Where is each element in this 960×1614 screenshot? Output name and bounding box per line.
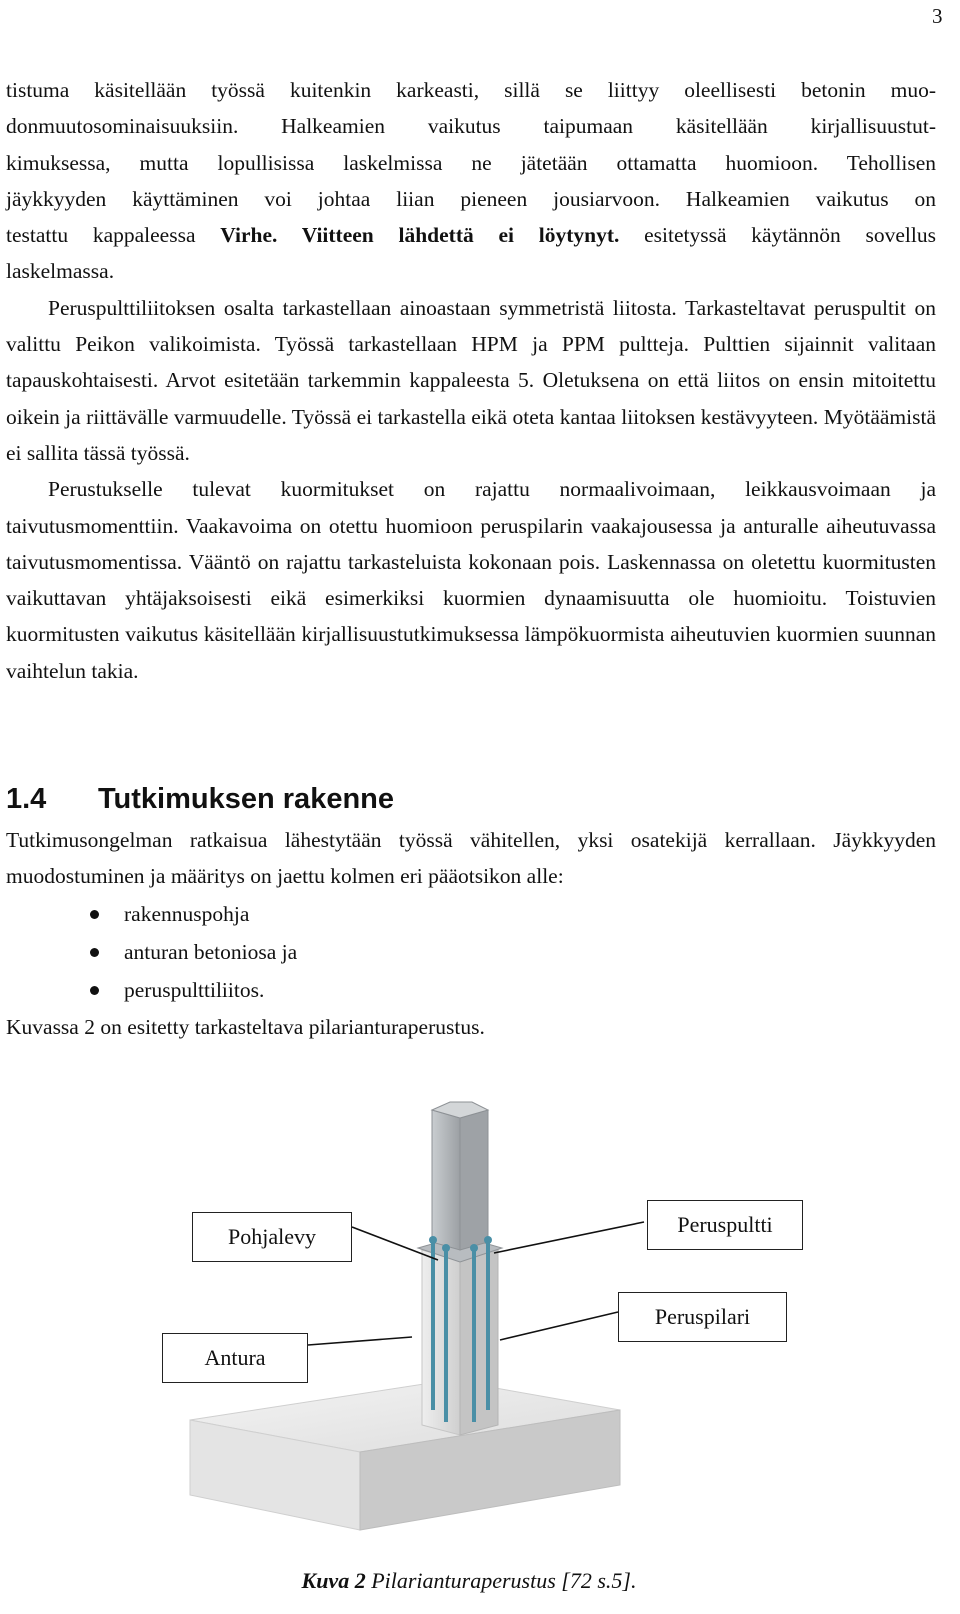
caption-label: Kuva 2 — [301, 1568, 366, 1593]
paragraph-cracking — [6, 72, 936, 290]
label-antura: Antura — [162, 1333, 308, 1383]
list-item-label: anturan betoniosa ja — [124, 939, 298, 964]
label-peruspilari: Peruspilari — [618, 1292, 787, 1342]
text-line: donmuutosominaisuuksiin. Halkeamien vaikutus taipumaan käsitellään kirjallisuustut- — [6, 114, 936, 139]
section-heading — [6, 783, 394, 816]
section-title: Tutkimuksen rakenne — [98, 783, 395, 815]
list-item — [6, 971, 936, 1009]
section-number: 1.4 — [6, 783, 47, 815]
pedestal-left — [422, 1250, 460, 1435]
column-right — [460, 1110, 488, 1250]
text-fragment: testattu kappaleessa — [6, 223, 221, 248]
text-line: tistuma käsitellään työssä kuitenkin karkeasti, sillä se liittyy oleellisesti betonin muo- — [6, 78, 936, 102]
paragraph-structure: Tutkimusongelman ratkaisua lähestytään työssä vähitellen, yksi osatekijä kerrallaan. Jäykkyyden muodostuminen ja määritys on jaettu kolmen eri pääotsikon alle: — [6, 828, 936, 889]
bullet-icon — [90, 948, 99, 957]
text-line: kimuksessa, mutta lopullisissa laskelmissa ne jätetään ottamatta huomioon. Tehollisen — [6, 150, 936, 175]
body-text-bottom — [6, 822, 936, 1045]
foundation-figure — [150, 1090, 830, 1570]
bullet-icon — [90, 986, 99, 995]
text-line: laskelmassa. — [6, 259, 115, 284]
body-text-top — [6, 72, 936, 689]
text-line — [6, 217, 936, 253]
list-item — [6, 933, 936, 971]
label-pohjalevy: Pohjalevy — [192, 1212, 352, 1262]
list-item-label: peruspulttiliitos. — [124, 977, 265, 1002]
bullet-list — [6, 895, 936, 1009]
column-left — [432, 1110, 460, 1250]
caption-text: Pilarianturaperustus [72 s.5]. — [365, 1568, 637, 1593]
paragraph-bolts: Peruspulttiliitoksen osalta tarkastellaan ainoastaan symmetristä liitosta. Tarkasteltavat peruspultit on valittu Peikon valikoimista. Työssä tarkastellaan HPM ja PPM pultteja. Pulttien sijainnit valitaan tapauskohtaisesti. Arvot esitetään tarkemmin kappaleesta 5. Oletuksena on että liitos on ensin mitoitettu oikein ja riittävälle varmuudelle. Työssä ei tarkastella eikä oteta kantaa liitoksen kestävyyteen. Myötäämistä ei sallita tässä työssä. — [6, 295, 936, 465]
text-line: jäykkyyden käyttäminen voi johtaa liian pieneen jousiarvoon. Halkeamien vaikutus on — [6, 186, 936, 211]
reference-error[interactable]: Virhe. Viitteen lähdettä ei löytynyt. — [220, 223, 620, 248]
list-item-label: rakennuspohja — [124, 901, 250, 926]
text-fragment: esitetyssä käytännön sovellus — [619, 223, 936, 248]
list-item — [6, 895, 936, 933]
paragraph-figure-intro: Kuvassa 2 on esitetty tarkasteltava pilarianturaperustus. — [6, 1014, 485, 1039]
page-number: 3 — [932, 4, 943, 28]
figure-caption — [0, 1568, 938, 1594]
pedestal-right — [460, 1250, 498, 1435]
paragraph-loads: Perustukselle tulevat kuormitukset on rajattu normaalivoimaan, leikkausvoimaan ja taivutusmomenttiin. Vaakavoima on otettu huomioon peruspilarin vaakajousessa ja anturalle aiheutuvassa taivutusmomentissa. Vääntö on rajattu tarkasteluista kokonaan pois. Laskennassa on oletettu kuormitusten vaikuttavan yhtäjaksoisesti eikä esimerkiksi kuormien dynaamisuutta ole huomioitu. Toistuvien kuormitusten vaikutus käsitellään kirjallisuustutkimuksessa lämpökuormista aiheutuvien kuormien suunnan vaihtelun takia. — [6, 477, 936, 683]
label-peruspultti: Peruspultti — [647, 1200, 803, 1250]
bullet-icon — [90, 910, 99, 919]
